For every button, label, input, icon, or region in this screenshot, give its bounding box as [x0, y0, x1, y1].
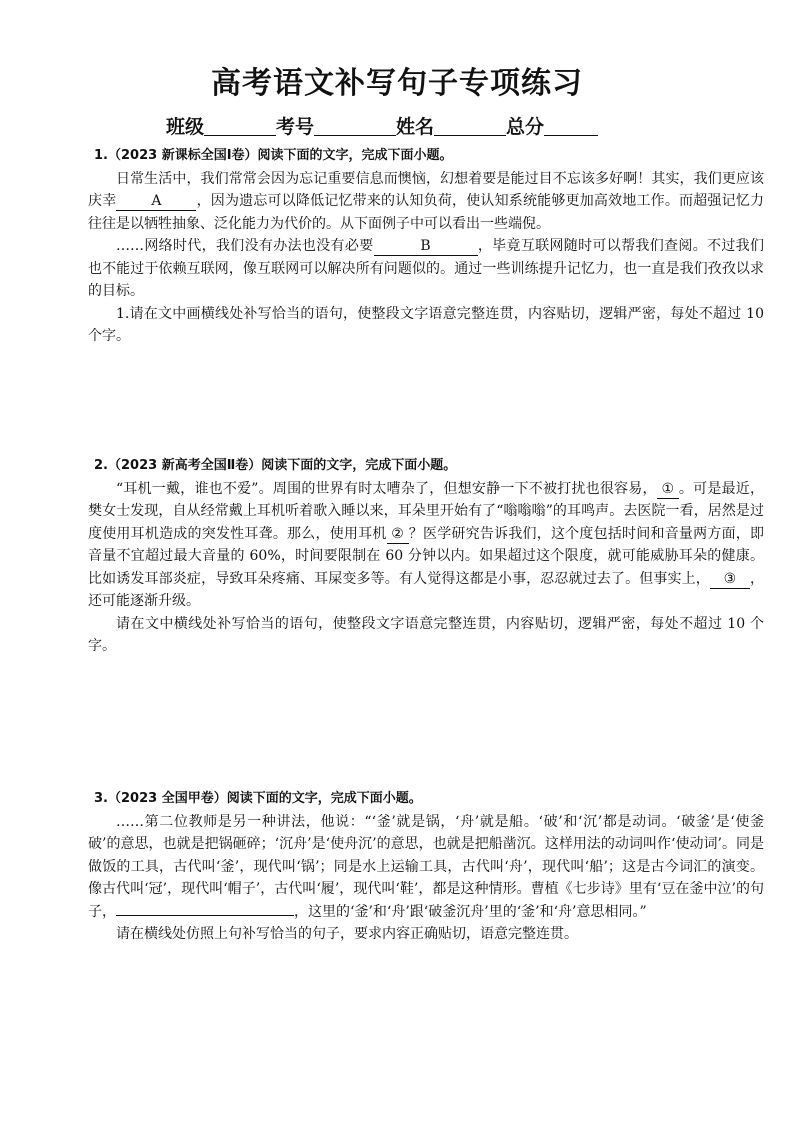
name-field[interactable]: [434, 117, 506, 136]
blank-a-label: A: [151, 193, 162, 209]
question-3-text-part: ……第二位教师是另一种讲法，他说：“‘釜’就是锅，‘舟’就是船。‘破’和‘沉’都是动词。‘破釜’是‘使釜破’的意思，也就是把锅砸碎；‘沉舟’是‘使舟沉’的意思，也就是把船凿沉。这样用法的动词叫作‘使动词’。同是做饭的工具，古代叫‘釜’，现代叫‘锅’；同是水上运输工具，古代叫‘舟’，现代叫‘船’；这是古今词汇的演变。像古代叫‘冠’，现代叫‘帽子’，古代叫‘履’，现代叫‘鞋’，都是这种情形。曹植《七步诗》里有‘豆在釜中泣’的句子，: [88, 813, 764, 920]
page-title: 高考语文补写句子专项练习: [211, 66, 583, 101]
question-3: [88, 788, 764, 946]
question-2-text-part: 。可是最近，樊女士发现，自从经常戴上耳机听着歌入睡以来，耳朵里开始有了“嗡嗡嗡”的耳鸣声。去医院一看，居然是过度使用耳机造成的突发性耳聋。那么，使用耳机: [88, 480, 765, 542]
question-2-task: 请在文中横线处补写恰当的语句，使整段文字语意完整连贯，内容贴切，逻辑严密，每处不超过 10 个字。: [88, 615, 764, 654]
blank-imitation[interactable]: [116, 915, 294, 916]
question-1-paragraph-1: [88, 168, 764, 236]
exam-no-label: 考号: [276, 116, 315, 138]
blank-2[interactable]: [387, 525, 409, 544]
question-3-heading: 3.（2023 全国甲卷）阅读下面的文字，完成下面小题。: [94, 791, 422, 806]
question-2: [88, 455, 764, 658]
question-1-heading: 1.（2023 新课标全国Ⅰ卷）阅读下面的文字，完成下面小题。: [94, 148, 453, 163]
blank-1-label: ①: [661, 480, 674, 497]
question-1-text-part: ，毕竟互联网随时可以帮我们查阅。不过我们也不能过于依赖互联网，像互联网可以解决所有问题似的。通过一些训练提升记忆力，也一直是我们孜孜以求的目标。: [88, 238, 765, 299]
question-1-text-part: ，因为遗忘可以降低记忆带来的认知负荷，使认知系统能够更加高效地工作。而超强记忆力往往是以牺牲抽象、泛化能力为代价的。从下面例子中可以看出一些端倪。: [88, 193, 765, 232]
question-2-text-part: “耳机一戴，谁也不爱”。周围的世界有时太嘈杂了，但想安静一下不被打扰也很容易，: [116, 480, 657, 497]
blank-b-label: B: [420, 238, 431, 254]
question-1: [88, 145, 764, 348]
blank-a[interactable]: [116, 192, 196, 211]
class-label: 班级: [166, 116, 205, 138]
blank-3[interactable]: [710, 570, 750, 589]
question-2-body: [88, 478, 764, 613]
score-field[interactable]: [544, 117, 598, 136]
question-2-heading: 2.（2023 新高考全国Ⅱ卷）阅读下面的文字，完成下面小题。: [94, 458, 457, 473]
student-info-line: [166, 112, 598, 139]
question-1-task: 1.请在文中画横线处补写恰当的语句，使整段文字语意完整连贯，内容贴切，逻辑严密，每处不超过 10 个字。: [88, 305, 764, 344]
question-1-paragraph-2: [88, 235, 764, 303]
question-1-text-part: ……网络时代，我们没有办法也没有必要: [116, 238, 374, 254]
class-field[interactable]: [204, 117, 276, 136]
question-2-text-part: ？医学研究告诉我们，这个度包括时间和音量两方面，即音量不宜超过最大音量的 60%，时间要限制在 60 分钟以内。如果超过这个限度，就可能威胁耳朵的健康。比如诱发耳部炎症，导致耳朵疼痛、耳屎变多等。有人觉得这都是小事，忍忍就过去了。但事实上，: [88, 525, 765, 587]
question-2-text-part: ，还可能逐渐升级。: [88, 570, 765, 609]
blank-3-label: ③: [723, 570, 737, 587]
question-1-text-part: 日常生活中，我们常常会因为忘记重要信息而懊恼，幻想着要是能过目不忘该多好啊！其实，我们更应该庆幸: [88, 170, 764, 209]
exam-no-field[interactable]: [314, 117, 396, 136]
question-3-body: [88, 811, 764, 924]
blank-b[interactable]: [374, 237, 478, 256]
score-label: 总分: [506, 116, 545, 138]
name-label: 姓名: [396, 116, 435, 138]
blank-2-label: ②: [391, 525, 404, 542]
question-3-task: 请在横线处仿照上句补写恰当的句子，要求内容正确贴切，语意完整连贯。: [116, 926, 578, 942]
question-3-text-part: ，这里的‘釜’和‘舟’跟‘破釜沉舟’里的‘釜’和‘舟’意思相同。”: [294, 903, 647, 920]
blank-1[interactable]: [657, 480, 679, 499]
